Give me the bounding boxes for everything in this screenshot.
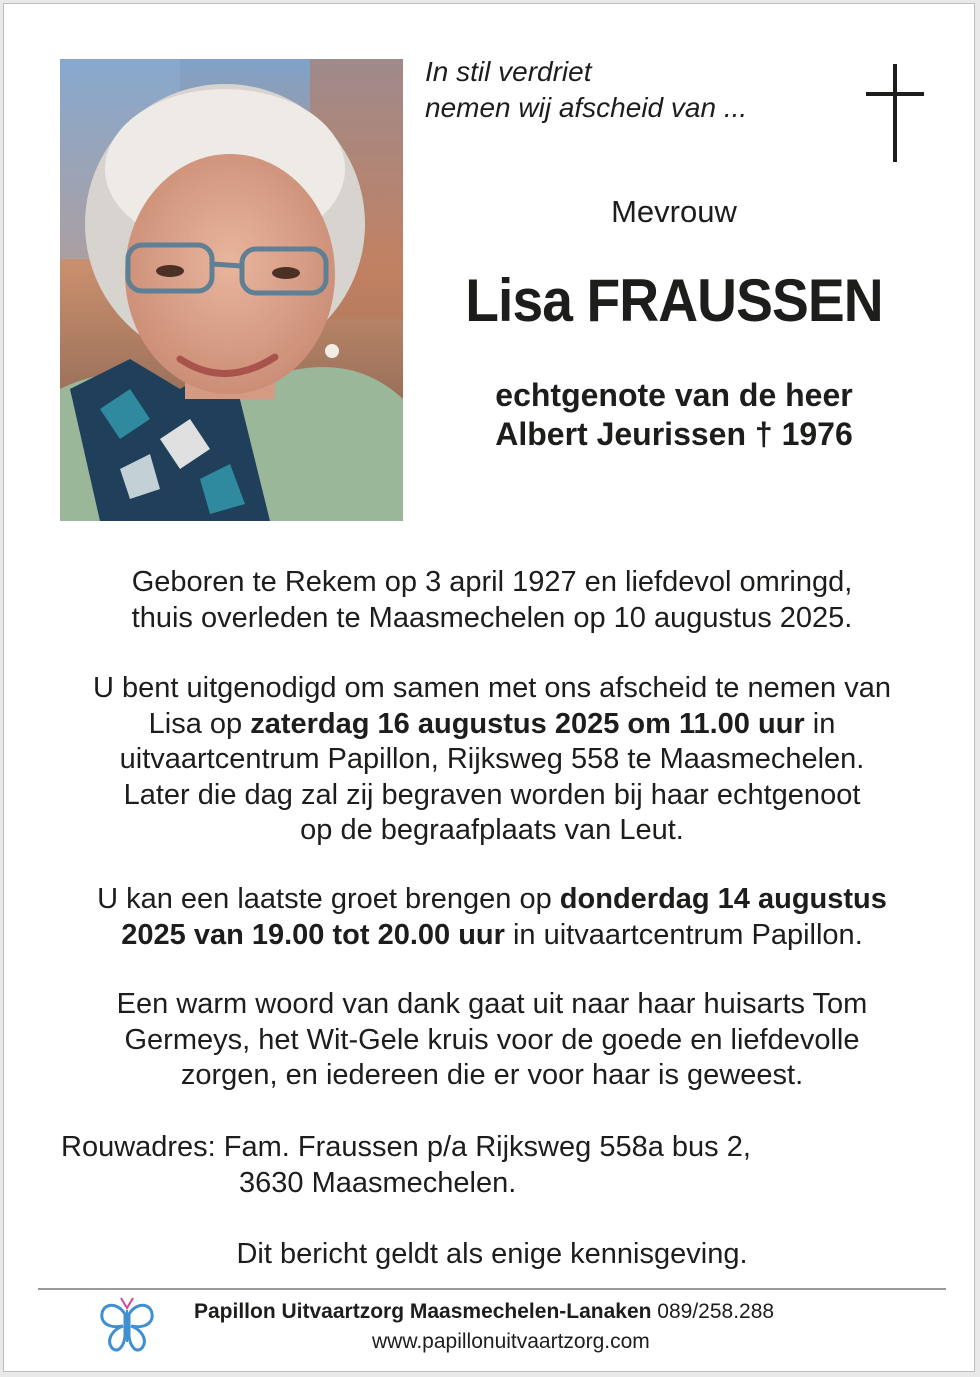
- notice-text: Dit bericht geldt als enige kennisgeving.: [236, 1238, 748, 1270]
- footer-divider: [38, 1288, 946, 1290]
- spouse-info: [434, 376, 914, 454]
- funeral-datetime: zaterdag 16 augustus 2025 om 11.00 uur: [250, 707, 805, 740]
- greeting-paragraph: [44, 882, 940, 953]
- address-line-2: 3630 Maasmechelen.: [239, 1166, 517, 1199]
- birth-line-2: thuis overleden te Maasmechelen op 10 augustus 2025.: [131, 601, 853, 634]
- funeral-home-website[interactable]: www.papillonuitvaartzorg.com: [372, 1330, 650, 1353]
- greeting-line-1-pre: U kan een laatste groet brengen op: [97, 883, 560, 915]
- mourning-address: [61, 1130, 751, 1201]
- intro-line-1: In stil verdriet: [425, 56, 592, 87]
- funeral-line-1: U bent uitgenodigd om samen met ons afscheid te nemen van: [93, 672, 891, 704]
- spouse-line-1: echtgenote van de heer: [495, 377, 853, 413]
- greeting-time: 2025 van 19.00 tot 20.00 uur: [121, 918, 505, 951]
- thanks-paragraph: [44, 987, 940, 1094]
- greeting-line-2: [44, 918, 940, 954]
- spouse-line-2: Albert Jeurissen † 1976: [495, 416, 853, 452]
- funeral-line-2: [44, 707, 940, 743]
- honorific: Mevrouw: [611, 194, 737, 229]
- death-notice-card: [3, 3, 975, 1372]
- greeting-line-2-post: in uitvaartcentrum Papillon.: [504, 918, 863, 951]
- address-line-1: Rouwadres: Fam. Fraussen p/a Rijksweg 558a bus 2,: [61, 1131, 751, 1163]
- funeral-home-phone: 089/258.288: [651, 1300, 775, 1323]
- funeral-line-2-post: in: [804, 707, 836, 740]
- cross-icon: [866, 64, 924, 167]
- thanks-line-2: Germeys, het Wit-Gele kruis voor de goede en liefdevolle: [124, 1023, 860, 1056]
- intro-line-2: nemen wij afscheid van ...: [425, 92, 748, 123]
- funeral-paragraph: [44, 671, 940, 849]
- portrait-photo: [60, 59, 403, 521]
- thanks-line-1: Een warm woord van dank gaat uit naar haar huisarts Tom: [116, 988, 868, 1020]
- funeral-line-4: Later die dag zal zij begraven worden bij haar echtgenoot: [123, 778, 861, 811]
- deceased-name: Lisa FRAUSSEN: [465, 267, 883, 334]
- butterfly-logo-icon: [96, 1296, 158, 1363]
- funeral-line-5: op de begraafplaats van Leut.: [300, 814, 684, 846]
- birth-death-paragraph: [44, 565, 940, 636]
- intro-text: [425, 54, 845, 126]
- thanks-line-3: zorgen, en iedereen die er voor haar is geweest.: [180, 1059, 804, 1091]
- funeral-home-name: Papillon Uitvaartzorg Maasmechelen-Lanaken: [194, 1300, 652, 1323]
- funeral-line-3: uitvaartcentrum Papillon, Rijksweg 558 te Maasmechelen.: [119, 743, 865, 775]
- funeral-home-info: [194, 1298, 894, 1326]
- greeting-line-1: [44, 882, 940, 918]
- funeral-line-2-pre: Lisa op: [148, 707, 251, 740]
- birth-line-1: Geboren te Rekem op 3 april 1927 en liefdevol omringd,: [131, 566, 853, 598]
- greeting-date: donderdag 14 augustus: [559, 883, 887, 915]
